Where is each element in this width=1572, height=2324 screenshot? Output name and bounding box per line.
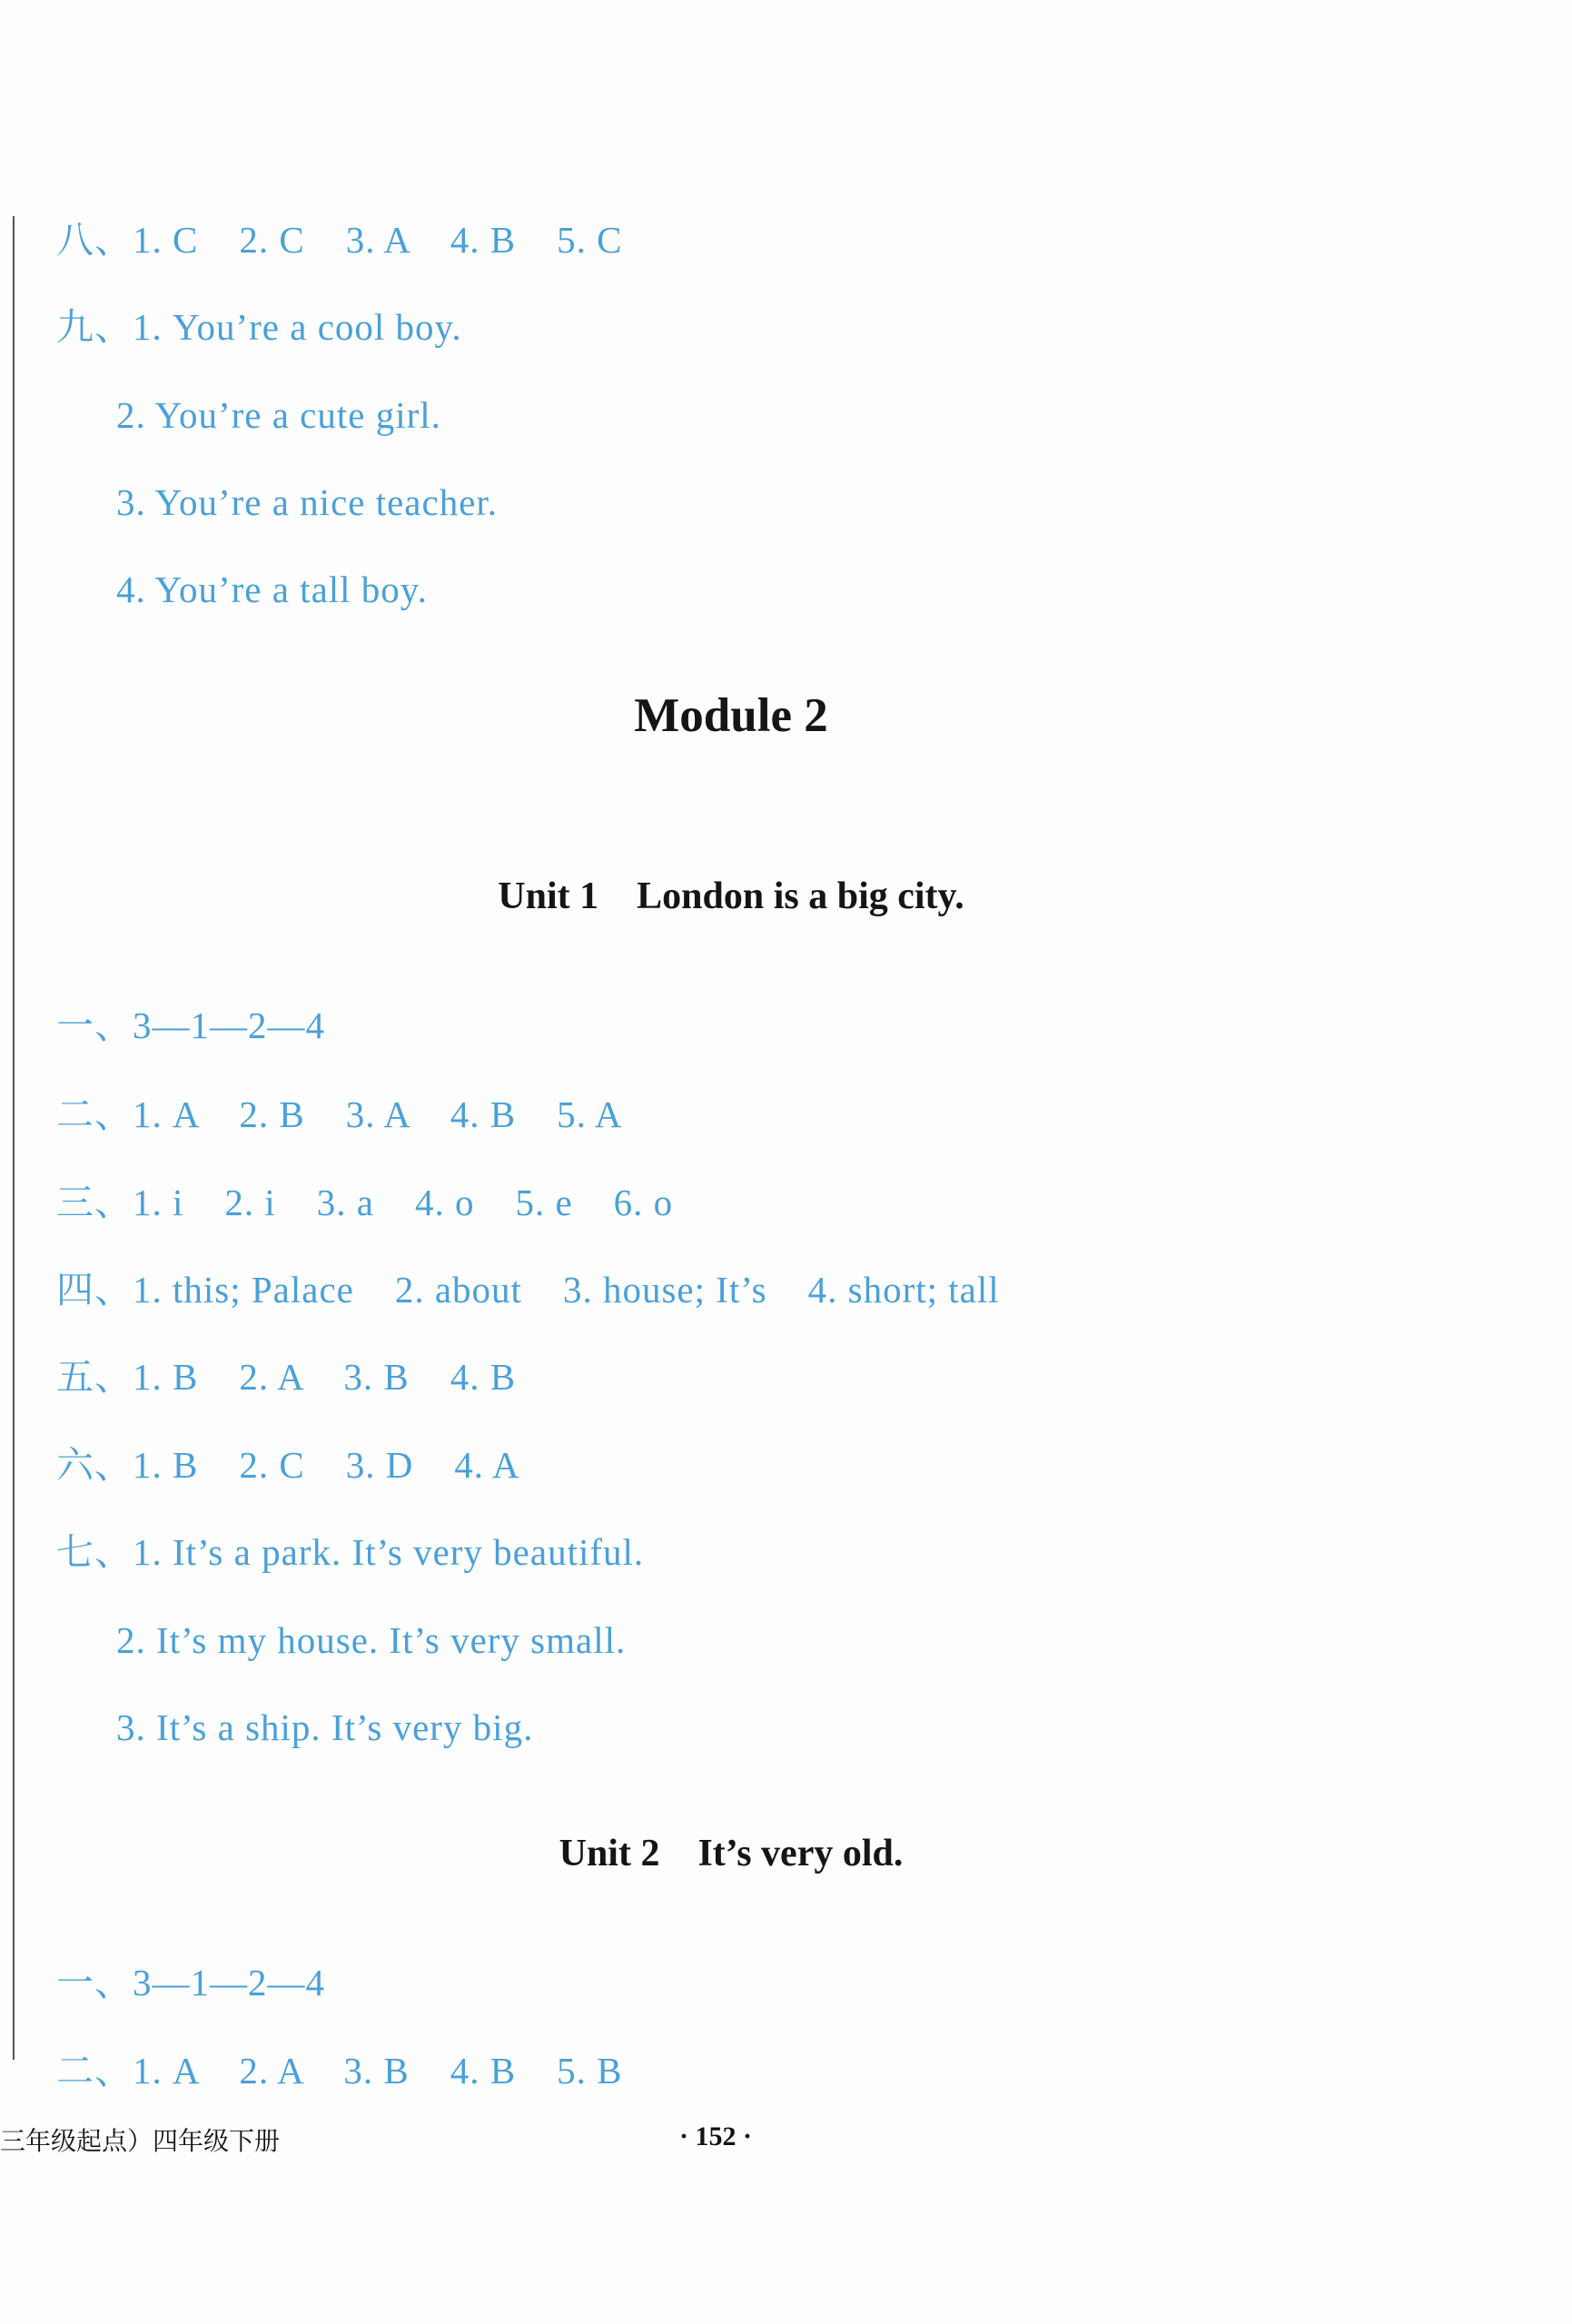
unit-1-section-7-line-3: 3. It’s a ship. It’s very big.	[116, 1706, 534, 1748]
unit-1-section-2: 二、1. A 2. B 3. A 4. B 5. A	[56, 1093, 623, 1135]
footer-book-label: 三年级起点）四年级下册	[0, 2126, 281, 2156]
unit-1-section-7-line-2: 2. It’s my house. It’s very small.	[116, 1619, 627, 1661]
unit-1-section-7-line-1: 七、1. It’s a park. It’s very beautiful.	[56, 1531, 645, 1573]
unit-1-section-4: 四、1. this; Palace 2. about 3. house; It’s 4. short; tall	[56, 1269, 1000, 1310]
answer-section-9-line-4: 4. You’re a tall boy.	[116, 569, 428, 610]
footer-page-number: · 152 ·	[679, 2121, 753, 2151]
answer-section-8: 八、1. C 2. C 3. A 4. B 5. C	[56, 219, 623, 261]
answer-section-9-line-1: 九、1. You’re a cool boy.	[56, 306, 462, 348]
unit-1-title: Unit 1 London is a big city.	[498, 875, 964, 917]
unit-2-title: Unit 2 It’s very old.	[559, 1833, 904, 1874]
unit-1-section-3: 三、1. i 2. i 3. a 4. o 5. e 6. o	[56, 1182, 674, 1223]
unit-1-section-6: 六、1. B 2. C 3. D 4. A	[56, 1444, 520, 1486]
answer-section-9-line-3: 3. You’re a nice teacher.	[116, 481, 499, 523]
module-title: Module 2	[634, 689, 828, 742]
unit-2-section-2: 二、1. A 2. A 3. B 4. B 5. B	[56, 2050, 623, 2092]
unit-1-section-5: 五、1. B 2. A 3. B 4. B	[56, 1356, 517, 1398]
margin-rule	[13, 216, 15, 2060]
unit-1-section-1: 一、3—1—2—4	[56, 1004, 325, 1046]
answer-section-9-line-2: 2. You’re a cute girl.	[116, 394, 441, 436]
unit-2-section-1: 一、3—1—2—4	[56, 1962, 325, 2003]
